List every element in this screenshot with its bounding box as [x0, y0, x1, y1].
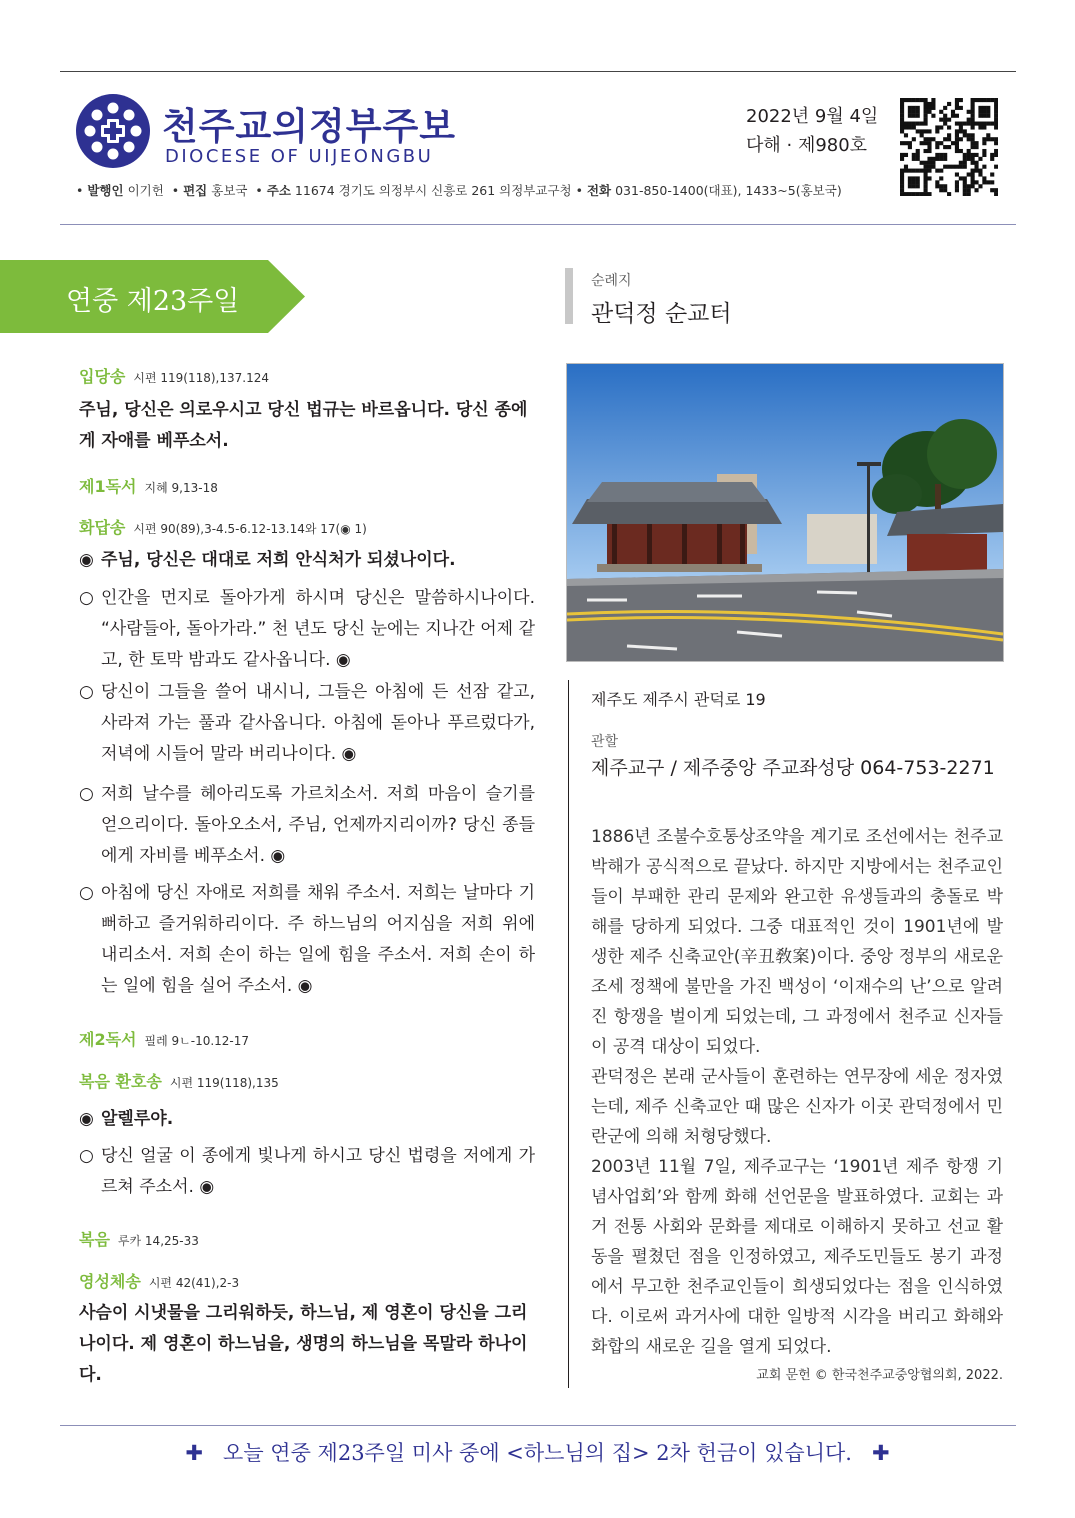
reading1-heading [79, 474, 218, 497]
column-divider [568, 680, 569, 1388]
reading1-label: 제1독서 [79, 477, 137, 496]
psalm-verse-3 [79, 779, 535, 872]
response-mark-icon: ◉ [79, 550, 94, 570]
cross-icon: ✚ [871, 1441, 890, 1465]
pilgrimage-label: 순례지 [591, 273, 632, 289]
publication-info: • 발행인 이기헌 • 편집 홍보국 • 주소 11674 경기도 의정부시 신흥로 261 의정부교구청 • 전화 031-850-1400(대표), 1433~5(홍보국) [76, 183, 842, 198]
alleluia-verse [79, 1141, 535, 1203]
cross-icon: ✚ [185, 1441, 204, 1465]
pilgrimage-paragraph-2: 관덕정은 본래 군사들이 훈련하는 연무장에 세운 정자였는데, 제주 신축교안 때 많은 신자가 이곳 관덕정에서 민란군에 의해 처형당했다. [591, 1067, 1003, 1147]
address: 11674 경기도 의정부시 신흥로 261 의정부교구청 [294, 183, 572, 198]
publisher-label: 발행인 [87, 183, 124, 198]
editor: 홍보국 [211, 183, 248, 198]
address-label: 주소 [266, 183, 291, 198]
reading2-label: 제2독서 [79, 1030, 137, 1049]
communion-ref: 시편 42(41),2-3 [148, 1276, 240, 1290]
psalm-ref: 시편 90(89),3-4.5-6.12-13.14와 17(◉ 1) [133, 522, 367, 536]
psalm-label: 화답송 [79, 518, 126, 537]
pilgrimage-paragraph-1: 1886년 조불수호통상조약을 계기로 조선에서는 천주교 박해가 공식적으로 끝났다. 하지만 지방에서는 천주교인들이 부패한 관리 문제와 완고한 유생들과의 충돌로 박해를 당하게 되었다. 그중 대표적인 것이 1901년에 발생한 제주 신축교안(辛丑敎案)이다. 중앙 정부의 새로운 조세 정책에 불만을 가진 백성이 ‘이재수의 난’으로 알려진 항쟁을 벌이게 되었는데, 그 과정에서 천주교 신자들이 공격 대상이 되었다. [591, 827, 1003, 1057]
psalm-verse-4-text: 아침에 당신 자애로 저희를 채워 주소서. 저희는 날마다 기뻐하고 즐거워하리이다. 주 하느님의 어지심을 저희 위에 내리소서. 저희 손이 하는 일에 힘을 주소서. 저희 손이 하는 일에 힘을 실어 주소서. ◉ [101, 883, 535, 996]
verse-mark-icon: ○ [79, 588, 94, 608]
psalm-response-text: 주님, 당신은 대대로 저희 안식처가 되셨나이다. [101, 550, 456, 570]
alleluia-heading [79, 1069, 279, 1092]
psalm-verse-2 [79, 677, 535, 770]
gospel-label: 복음 [79, 1230, 110, 1249]
publisher: 이기헌 [127, 183, 164, 198]
entrance-label: 입당송 [79, 367, 126, 386]
masthead-title: 천주교의정부주보 [162, 105, 456, 148]
phone-label: 전화 [586, 183, 612, 198]
verse-mark-icon: ○ [79, 682, 94, 702]
entrance-ref: 시편 119(118),137.124 [133, 371, 269, 385]
alleluia-label: 복음 환호송 [79, 1072, 162, 1091]
jurisdiction-value: 제주교구 / 제주중앙 주교좌성당 064-753-2271 [591, 757, 995, 779]
reading1-ref: 지혜 9,13-18 [144, 481, 218, 495]
issue-number: 다해 · 제980호 [746, 135, 868, 156]
jurisdiction-label: 관할 [591, 734, 619, 750]
alleluia-verse-text: 당신 얼굴 이 종에게 빛나게 하시고 당신 법령을 저에게 가르쳐 주소서. ◉ [101, 1146, 535, 1197]
communion-label: 영성체송 [79, 1272, 141, 1291]
verse-mark-icon: ○ [79, 1146, 94, 1166]
verse-mark-icon: ○ [79, 883, 94, 903]
psalm-verse-2-text: 당신이 그들을 쓸어 내시니, 그들은 아침에 든 선잠 같고, 사라져 가는 풀과 같사옵니다. 아침에 돋아나 푸르렀다가, 저녁에 시들어 말라 버리나이다. ◉ [101, 682, 535, 764]
communion-text: 사슴이 시냇물을 그리워하듯, 하느님, 제 영혼이 당신을 그리나이다. 제 영혼이 하느님을, 생명의 하느님을 목말라 하나이다. [79, 1303, 528, 1385]
entrance-text: 주님, 당신은 의로우시고 당신 법규는 바르옵니다. 당신 종에게 자애를 베푸소서. [79, 400, 528, 451]
masthead-subtitle: DIOCESE OF UIJEONGBU [165, 146, 434, 167]
psalm-verse-3-text: 저희 날수를 헤아리도록 가르치소서. 저희 마음이 슬기를 얻으리이다. 돌아오소서, 주님, 언제까지리이까? 당신 종들에게 자비를 베푸소서. ◉ [101, 784, 535, 866]
alleluia-response [79, 1104, 535, 1135]
verse-mark-icon: ○ [79, 784, 94, 804]
alleluia-ref: 시편 119(118),135 [169, 1076, 279, 1090]
sunday-title: 연중 제23주일 [66, 286, 240, 317]
top-rule [60, 71, 1016, 72]
response-mark-icon: ◉ [79, 1109, 94, 1129]
gospel-heading [79, 1227, 199, 1250]
psalm-response [79, 545, 535, 576]
pilgrimage-title: 관덕정 순교터 [591, 301, 732, 327]
section-marker-bar [565, 268, 573, 324]
psalm-heading [79, 515, 367, 538]
pilgrimage-address: 제주도 제주시 관덕로 19 [591, 690, 766, 709]
pilgrimage-body [591, 822, 1003, 1362]
psalm-verse-4 [79, 878, 535, 1002]
psalm-verse-1 [79, 583, 535, 676]
qr-code-icon[interactable] [900, 98, 998, 196]
footer-notice-text: 오늘 연중 제23주일 미사 중에 <하느님의 집> 2차 헌금이 있습니다. [223, 1441, 852, 1465]
psalm-verse-1-text: 인간을 먼지로 돌아가게 하시며 당신은 말씀하시나이다. “사람들아, 돌아가라.” 천 년도 당신 눈에는 지나간 어제 같고, 한 토막 밤과도 같사옵니다. ◉ [101, 588, 535, 670]
gospel-ref: 루카 14,25-33 [117, 1234, 199, 1248]
pilgrimage-paragraph-3: 2003년 11월 7일, 제주교구는 ‘1901년 제주 항쟁 기념사업회’와 함께 화해 선언문을 발표하였다. 교회는 과거 전통 사회와 문화를 제대로 이해하지 못하고 선교 활동을 펼쳤던 점을 인정하였고, 제주도민들도 봉기 과정에서 무고한 천주교인들이 희생되었다는 점을 인식하였다. 이로써 과거사에 대한 일방적 시각을 버리고 화해와 화합의 새로운 길을 열게 되었다. [591, 1157, 1003, 1357]
reading2-heading [79, 1027, 249, 1050]
entrance-antiphon-heading [79, 364, 269, 387]
editor-label: 편집 [183, 183, 208, 198]
phone: 031-850-1400(대표), 1433~5(홍보국) [615, 183, 842, 198]
header-rule [60, 224, 1016, 225]
gwandeokjeong-photo [566, 363, 1004, 662]
footer-rule [60, 1425, 1016, 1426]
copyright-credit: 교회 문헌 © 한국천주교중앙협의회, 2022. [756, 1368, 1003, 1383]
reading2-ref: 필레 9ㄴ-10.12-17 [144, 1034, 250, 1048]
alleluia-response-text: 알렐루야. [101, 1109, 174, 1129]
communion-heading [79, 1269, 239, 1292]
issue-date: 2022년 9월 4일 [746, 106, 879, 127]
footer-notice [0, 1437, 1075, 1467]
diocese-logo [76, 94, 150, 168]
